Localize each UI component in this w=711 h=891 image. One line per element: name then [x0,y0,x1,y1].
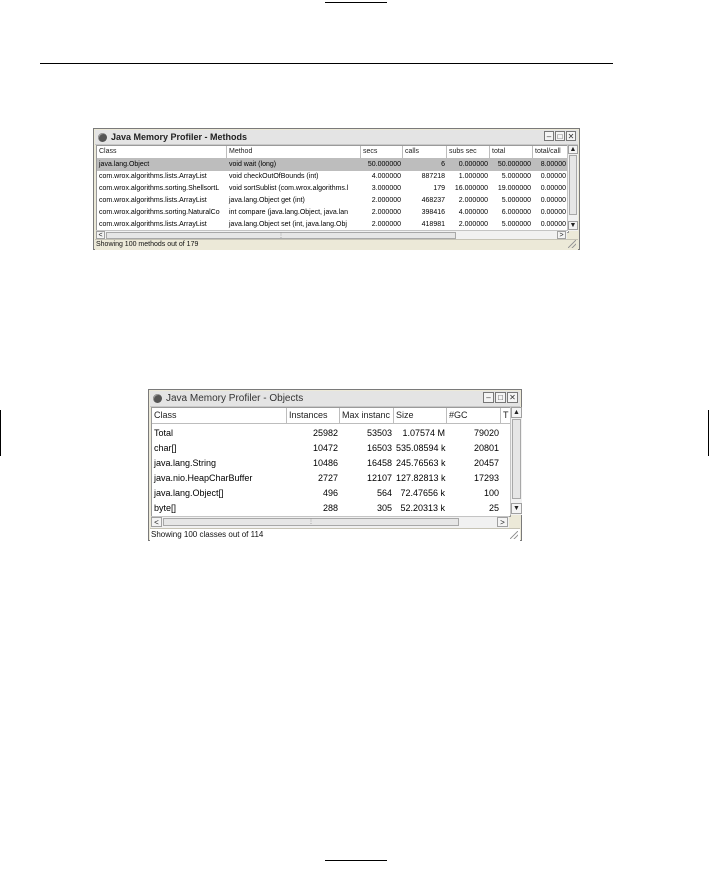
scroll-down-button[interactable]: ▼ [511,503,522,514]
methods-vertical-scrollbar[interactable] [567,145,578,231]
cell-gc: 17293 [473,473,499,483]
cell-total-call: 0.00000 [540,173,566,180]
cell-subs-sec: 1.000000 [458,173,488,180]
cell-instances: 2727 [317,473,338,483]
scroll-thumb[interactable] [512,419,521,499]
scroll-thumb-horizontal[interactable]: ⋮ [163,518,459,526]
resize-grip-icon[interactable] [568,240,576,248]
scroll-right-button[interactable]: > [557,231,566,239]
cell-gc: 20457 [473,458,499,468]
cell-calls: 468237 [421,197,445,204]
table-row[interactable] [97,207,568,219]
table-row[interactable] [152,426,510,441]
objects-window [148,389,522,541]
cell-max-instances: 53503 [366,428,392,438]
table-row[interactable] [97,183,568,195]
scroll-left-button[interactable]: < [96,231,105,239]
cell-instances: 496 [322,488,338,498]
objects-status-text: Showing 100 classes out of 114 [151,530,264,539]
cell-size: 1.07574 M [402,428,445,438]
cell-max-instances: 16458 [366,458,392,468]
cell-total-call: 8.00000 [540,161,566,168]
cell-calls: 6 [441,161,445,168]
objects-table-header [152,408,510,424]
column-header-total-call[interactable]: total/call [535,148,561,155]
table-row[interactable] [152,501,510,516]
cell-size: 245.76563 k [396,458,446,468]
cell-instances: 10486 [312,458,338,468]
cell-total: 5.000000 [501,173,531,180]
cell-instances: 25982 [312,428,338,438]
column-header-size[interactable]: Size [394,408,447,423]
scroll-left-button[interactable]: < [151,517,162,527]
scroll-up-button[interactable]: ▲ [569,146,577,153]
cell-class: java.lang.String [154,458,217,468]
cell-gc: 79020 [473,428,499,438]
table-row[interactable] [152,471,510,486]
cell-max-instances: 12107 [366,473,392,483]
scroll-thumb-horizontal[interactable]: ⋮ [106,232,456,239]
methods-window-title: Java Memory Profiler - Methods [111,132,248,142]
methods-titlebar[interactable] [95,130,578,145]
cell-method: java.lang.Object set (int, java.lang.Obj [229,221,347,228]
column-header-subs-sec[interactable]: subs sec [447,146,490,158]
cell-secs: 3.000000 [371,185,401,192]
objects-vertical-scrollbar[interactable] [510,407,522,515]
cell-class: java.lang.Object[] [154,488,224,498]
cell-size: 52.20313 k [400,503,445,513]
cell-method: java.lang.Object get (int) [229,197,305,204]
minimize-button[interactable]: – [544,131,554,141]
table-row[interactable] [97,171,568,183]
cell-size: 535.08594 k [396,443,446,453]
cell-total: 19.000000 [497,185,531,192]
cell-total: 6.000000 [501,209,531,216]
column-header-class[interactable]: Class [97,146,227,158]
column-header-class[interactable]: Class [152,408,287,423]
cell-subs-sec: 16.000000 [454,185,488,192]
minimize-button[interactable]: – [483,392,494,403]
cell-total-call: 0.00000 [540,197,566,204]
cell-gc: 20801 [473,443,499,453]
cell-class: java.lang.Object [99,161,150,168]
scroll-down-button[interactable]: ▼ [569,222,577,229]
cell-total-call: 0.00000 [540,209,566,216]
column-header-total[interactable]: total [490,146,533,158]
objects-table-body [152,424,510,516]
close-button[interactable]: ✕ [567,132,575,141]
cell-method: int compare (java.lang.Object, java.lan [229,209,349,216]
page-rule-top [325,2,387,3]
cell-class: java.nio.HeapCharBuffer [154,473,253,483]
table-row[interactable] [152,456,510,471]
column-header-max-instances[interactable]: Max instanc [340,408,394,423]
cell-class: Total [154,428,174,438]
cell-size: 127.82813 k [396,473,446,483]
page-rule-bottom [325,860,387,861]
margin-mark-right [708,410,709,456]
cell-max-instances: 564 [376,488,392,498]
cell-calls: 418981 [421,221,445,228]
cell-class: char[] [154,443,177,453]
cell-calls: 179 [433,185,445,192]
cell-total: 5.000000 [501,197,531,204]
cell-method: void wait (long) [229,161,277,168]
column-header-t[interactable]: T [503,410,509,420]
cell-class: byte[] [154,503,177,513]
cell-calls: 887218 [421,173,445,180]
methods-window [93,128,580,250]
cell-secs: 2.000000 [371,209,401,216]
table-row[interactable] [152,441,510,456]
objects-status-bar [150,528,520,541]
cell-class: com.wrox.algorithms.lists.ArrayList [99,221,207,228]
cell-class: com.wrox.algorithms.lists.ArrayList [99,173,207,180]
cell-max-instances: 16503 [366,443,392,453]
cell-secs: 2.000000 [371,197,401,204]
cell-method: void sortSublist (com.wrox.algorithms.l [229,185,349,192]
app-icon [98,133,107,142]
cell-total: 50.000000 [497,161,531,168]
methods-status-text: Showing 100 methods out of 179 [96,241,199,248]
table-row[interactable] [97,195,568,207]
resize-grip-icon[interactable] [510,531,518,539]
table-row[interactable] [97,159,568,171]
scroll-up-button[interactable]: ▲ [511,407,522,418]
cell-max-instances: 305 [376,503,392,513]
cell-instances: 288 [322,503,338,513]
table-row[interactable] [152,486,510,501]
methods-status-bar [95,239,578,250]
cell-subs-sec: 2.000000 [458,221,488,228]
maximize-button[interactable]: □ [555,131,565,141]
app-icon [153,394,162,403]
methods-table [96,145,569,233]
cell-gc: 100 [483,488,499,498]
cell-gc: 25 [488,503,499,513]
cell-size: 72.47656 k [400,488,445,498]
column-header-secs[interactable]: secs [361,146,403,158]
methods-table-header [97,146,568,159]
cell-secs: 50.000000 [367,161,401,168]
cell-instances: 10472 [312,443,338,453]
cell-method: void checkOutOfBounds (int) [229,173,319,180]
column-header-instances[interactable]: Instances [287,408,340,423]
cell-secs: 4.000000 [371,173,401,180]
column-header-calls[interactable]: calls [403,146,447,158]
cell-class: com.wrox.algorithms.sorting.NaturalCo [99,209,220,216]
scroll-thumb[interactable] [569,155,577,215]
cell-subs-sec: 2.000000 [458,197,488,204]
methods-table-body [97,159,568,231]
margin-mark-left [0,410,1,456]
cell-total: 5.000000 [501,221,531,228]
objects-table [151,407,511,517]
cell-total-call: 0.00000 [540,185,566,192]
maximize-button[interactable]: □ [495,392,506,403]
close-button[interactable]: ✕ [507,392,518,403]
cell-class: com.wrox.algorithms.lists.ArrayList [99,197,207,204]
cell-subs-sec: 0.000000 [458,161,488,168]
scroll-right-button[interactable]: > [497,517,508,527]
cell-class: com.wrox.algorithms.sorting.ShellsortL [99,185,220,192]
column-header-gc[interactable]: #GC [447,408,501,423]
cell-calls: 398416 [421,209,445,216]
cell-subs-sec: 4.000000 [458,209,488,216]
objects-titlebar[interactable] [150,391,520,407]
cell-total-call: 0.00000 [540,221,566,228]
objects-window-title: Java Memory Profiler - Objects [166,393,304,404]
objects-horizontal-scrollbar[interactable] [151,516,509,528]
page-header-rule [40,63,613,64]
cell-secs: 2.000000 [371,221,401,228]
column-header-method[interactable]: Method [227,146,361,158]
